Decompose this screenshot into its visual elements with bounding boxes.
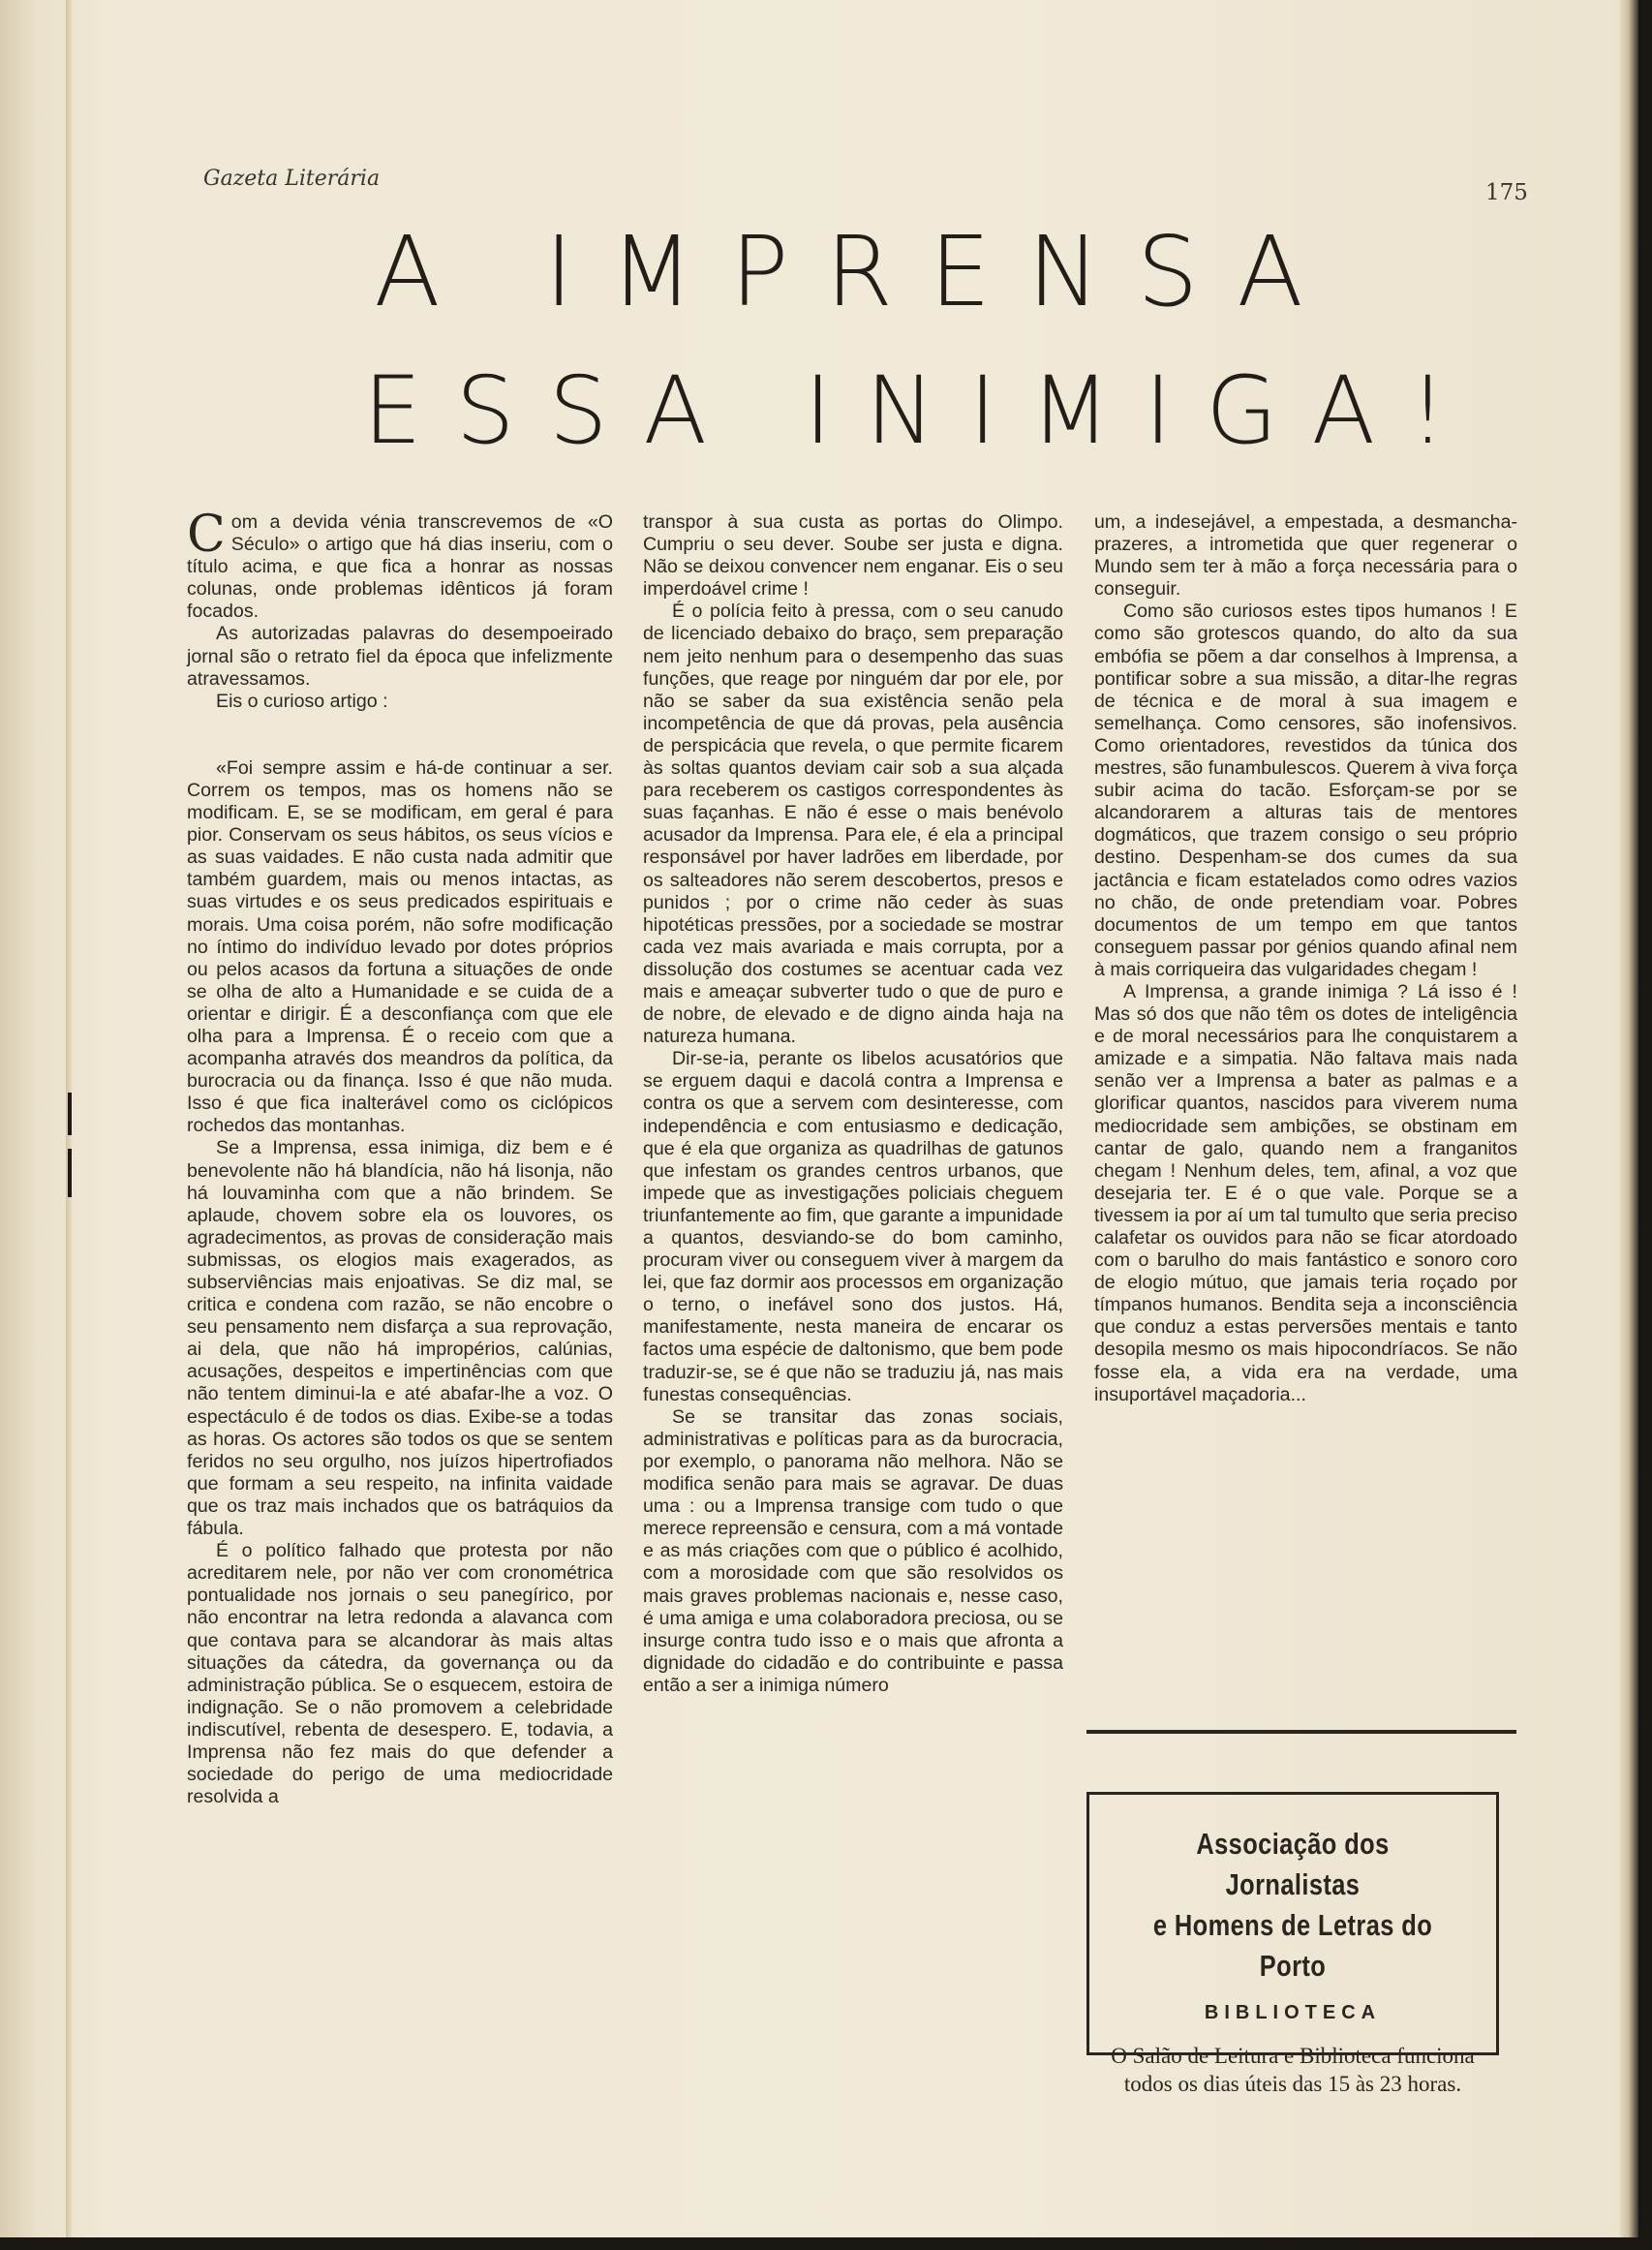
- paragraph: É o político falhado que protesta por não acreditarem nele, por não ver com cronométrica pontualidade nos jornais o seu panegírico, por não encontrar na letra redonda a alavanca com que contava para se alcandorar às mais altas situações da cátedra, da governança ou da administração pública. Se o esquecem, estoira de indignação. Se o não promovem a celebridade indiscutível, rebenta de desespero. E, todavia, a Imprensa não fez mais do que defender a sociedade do perigo de uma mediocridade resolvida a: [187, 1540, 613, 1808]
- paragraph: um, a indesejável, a empestada, a desmancha-prazeres, a intrometida que quer regenerar o Mundo sem ter à mão a força necessária para o conseguir.: [1094, 511, 1517, 601]
- library-heading: BIBLIOTECA: [1204, 2002, 1382, 2023]
- page-number: 175: [1485, 180, 1528, 205]
- article-column-3: [1094, 511, 1517, 1406]
- article-column-1: [187, 506, 613, 1808]
- paragraph: A Imprensa, a grande inimiga ? Lá isso é ! Mas só dos que não têm os dotes de inteligência e de moral necessários para lhe conquistarem a amizade e a simpatia. Não faltava mais nada senão ver a Imprensa a bater as palmas e a glorificar quantos, nascidos para viverem numa mediocridade sem ambições, se obstinam em cantar de galo, quando nem a franganitos chegam ! Nenhum deles, tem, afinal, a voz que desejaria ter. E é o que vale. Porque se a tivessem ia por aí um tal tumulto que seria preciso calafetar os ouvidos para não se ficar atordoado com o barulho do mais fantástico e sonoro coro de elogio mútuo, que jamais teria roçado por tímpanos humanos. Bendita seja a inconsciência que conduz a estas perversões mentais e tanto desopila mesmo os mais hipocondríacos. Se não fosse ela, a vida era na verdade, uma insuportável maçadoria...: [1094, 980, 1517, 1405]
- headline-line-1: A IMPRENSA: [374, 215, 1340, 328]
- column-divider-rule: [1086, 1730, 1516, 1734]
- paragraph: As autorizadas palavras do desempoeirado jornal são o retrato fiel da época que infelizmente atravessamos.: [187, 623, 613, 690]
- drop-cap: C: [187, 506, 226, 564]
- paragraph: Se se transitar das zonas sociais, administrativas e políticas para as da burocracia, por exemplo, o panorama não melhora. Não se modifica senão para mais se agravar. De duas uma : ou a Imprensa transige com tudo o que merece repreensão e censura, com a má vontade e as más criações com que o público é acolhido, com a morosidade com que são resolvidos os mais graves problemas nacionais e, nesse caso, é uma amiga e uma colaboradora preciosa, ou se insurge contra tudo isso e o mais que afronta a dignidade do cidadão e do contribuinte e passa então a ser a inimiga número: [643, 1405, 1063, 1696]
- paragraph: É o polícia feito à pressa, com o seu canudo de licenciado debaixo do braço, sem preparação nem jeito nenhum para o desempenho das suas funções, que reage por ninguém dar por ele, por não se saber da sua existência senão pela incompetência de que dá provas, pela ausência de perspicácia que revela, o que permite ficarem às soltas quantos deviam cair sob a sua alçada para receberem os castigos correspondentes às suas façanhas. E não é esse o mais benévolo acusador da Imprensa. Para ele, é ela a principal responsável por haver ladrões em liberdade, por os salteadores não serem descobertos, presos e punidos ; por o crime não ceder às suas hipotéticas pressões, por a sociedade se mostrar cada vez mais avariada e mais corrupta, por a dissolução dos costumes se acentuar cada vez mais e ameaçar subverter tudo o que de puro e de nobre, de elevado e de digno ainda haja na natureza humana.: [643, 601, 1063, 1048]
- paragraph: Eis o curioso artigo :: [216, 690, 388, 712]
- paragraph: Como são curiosos estes tipos humanos ! E como são grotescos quando, do alto da sua embófia se põem a dar conselhos à Imprensa, a pontificar sobre a sua missão, a ditar-lhe regras de técnica e de moral à sua imagem e semelhança. Como censores, são inofensivos. Como orientadores, revestidos da túnica dos mestres, são funambulescos. Querem à viva força subir acima do tacão. Esforçam-se por se alcandorarem a alturas tais de mentores dogmáticos, que trazem consigo o seu próprio destino. Despenham-se dos cumes da sua jactância e ficam estatelados como odres vazios no chão, de onde pretendiam voar. Pobres documentos de um tempo em que tantos conseguem passar por génios quando afinal nem à mais corriqueira das vulgaridades chegam !: [1094, 601, 1517, 980]
- paragraph: Dir-se-ia, perante os libelos acusatórios que se erguem daqui e dacolá contra a Imprensa e contra os que a servem com desinteresse, com independência e com entusiasmo e dedicação, que é ela que organiza as quadrilhas de gatunos que infestam os grandes centros urbanos, que impede que as investigações policiais cheguem triunfantemente ao fim, que garante a impunidade a quantos, desviando-se do bom caminho, procuram viver ou conseguem viver à margem da lei, que faz dormir aos processos em organização o terno, o inefável sono dos justos. Há, manifestamente, nesta maneira de encarar os factos uma espécie de daltonismo, que bem pode traduzir-se, se é que não se traduziu já, nas mais funestas consequências.: [643, 1048, 1063, 1405]
- article-column-2: [643, 511, 1063, 1697]
- paragraph: Com a devida vénia transcrevemos de «O Século» o artigo que há dias inseriu, com o título acima, e que fica a honrar as nossas colunas, onde problemas idênticos já foram focados.: [187, 506, 613, 623]
- association-name: Associação dos Jornalistas e Homens de Letras do Porto: [1152, 1827, 1433, 1983]
- paragraph: transpor à sua custa as portas do Olimpo. Cumpriu o seu dever. Soube ser justa e digna. Não se deixou convencer nem enganar. Eis o seu imperdoável crime !: [643, 511, 1063, 601]
- paragraph: «Foi sempre assim e há-de continuar a ser. Correm os tempos, mas os homens não se modificam. E, se se modificam, em geral é para pior. Conservam os seus hábitos, os seus vícios e as suas vaidades. E não custa nada admitir que também guardem, mais ou menos intactas, as suas virtudes e os seus predicados espirituais e morais. Uma coisa porém, não sofre modificação no íntimo do indivíduo levado por dotes próprios ou pelos acasos da fortuna a situações de onde se olha de alto a Humanidade e se cuida de a orientar e dirigir. É a desconfiança com que ele olha para a Imprensa. É o receio com que a acompanha através dos meandros da política, da burocracia ou da finança. Isso é que não muda. Isso é que fica inalterável como os ciclópicos rochedos das montanhas.: [187, 756, 613, 1137]
- binding-mark: [68, 1093, 72, 1135]
- page-edge: [1619, 0, 1638, 2237]
- library-notice-box: [1086, 1792, 1499, 2096]
- binding-mark: [68, 1149, 72, 1197]
- publication-title: Gazeta Literária: [203, 167, 381, 191]
- paragraph: Se a Imprensa, essa inimiga, diz bem e é benevolente não há blandícia, não há lisonja, não há louvaminha com que a não brindem. Se aplaude, chovem sobre ela os louvores, os agradecimentos, as provas de consideração mais submissas, os elogios mais exagerados, as subserviências mais enjoativas. Se diz mal, se critica e condena com razão, se não encobre o seu pensamento nem disfarça a sua reprovação, ai dela, que não há impropérios, calúnias, acusações, despeitos e impertinências com que não tentem diminui-la e até abafar-lhe a voz. O espectáculo é de todos os dias. Exibe-se a todas as horas. Os actores são todos os que se sentem feridos no seu orgulho, nos juízos hipertrofiados que formam a seu respeito, na infinita vaidade que os traz mais inchados que os batráquios da fábula.: [187, 1137, 613, 1540]
- headline-line-2: ESSA INIMIGA!: [363, 356, 1481, 465]
- opening-hours-notice: O Salão de Leitura e Biblioteca funciona todos os dias úteis das 15 às 23 horas.: [1111, 2044, 1475, 2096]
